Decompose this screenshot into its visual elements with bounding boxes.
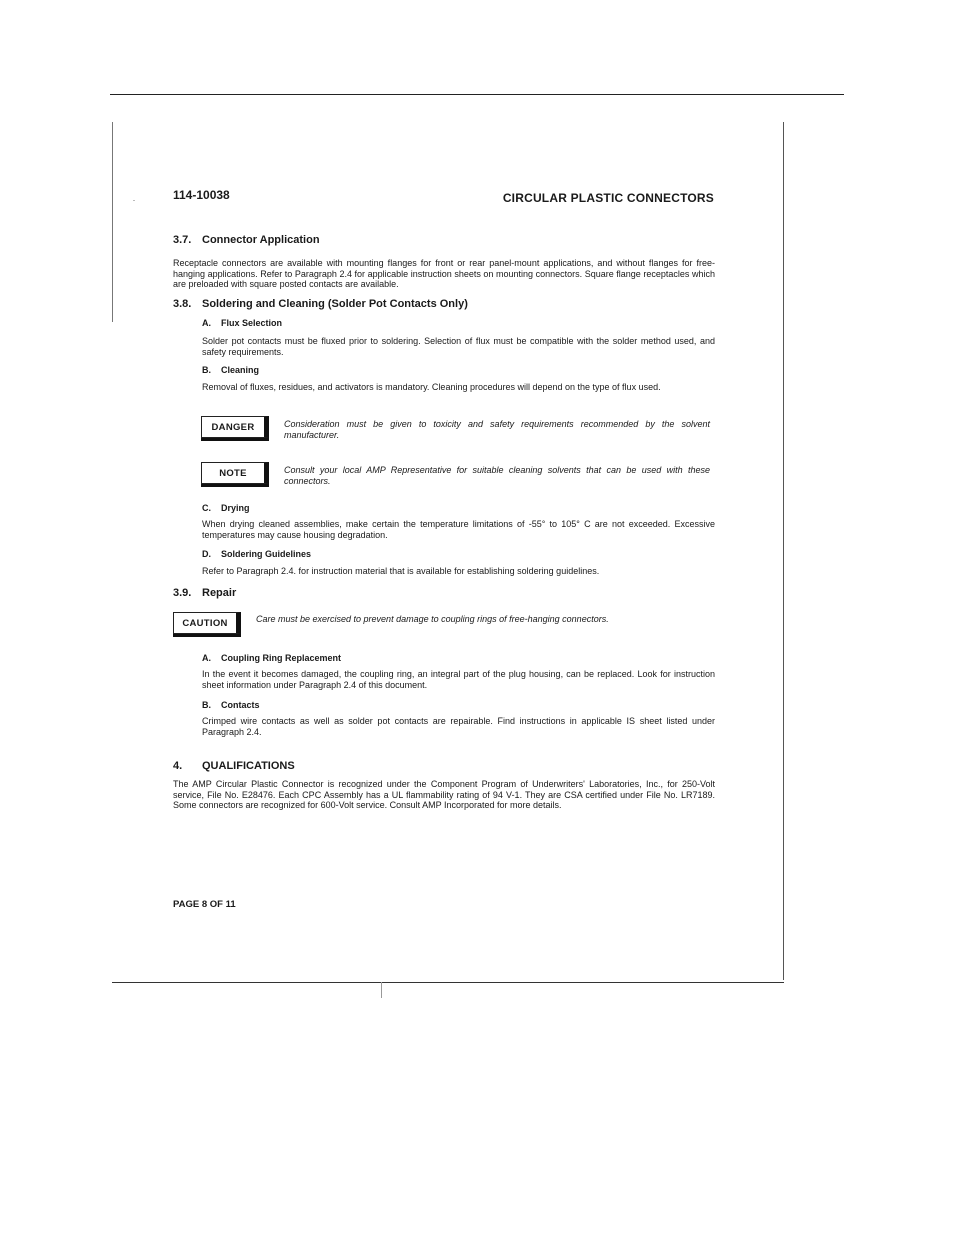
section-heading-3-8 — [173, 298, 468, 310]
sub-letter: B. — [202, 365, 211, 375]
qualifications-text: The AMP Circular Plastic Connector is recognized under the Component Program of Underwriters' Laboratories, Inc., for 250-Volt service, File No. E28476. Each CPC Assembly has a UL flammability rating of 94 V-1. They are CSA certified under File No. LR7189. Some connectors are recognized for 600-Volt service. Consult AMP Incorporated for more details. — [173, 779, 715, 810]
flux-selection-text: Solder pot contacts must be fluxed prior to soldering. Selection of flux must be compatible with the solder method used, and safety requirements. — [202, 336, 715, 357]
sub-title: Flux Selection — [221, 318, 283, 328]
soldering-guidelines-text: Refer to Paragraph 2.4. for instruction material that is available for establishing soldering guidelines. — [202, 566, 600, 576]
caution-label: CAUTION — [173, 612, 241, 634]
connector-application-text: Receptacle connectors are available with mounting flanges for front or rear panel-mount applications, and without flanges for free-hanging applications. Refer to Paragraph 2.4 for applicable instruction sheets on mounting connectors. Square flange receptacles which are preloaded with square posted contacts are available. — [173, 258, 715, 289]
page-number: PAGE 8 OF 11 — [173, 899, 236, 910]
section-number: 4. — [173, 760, 183, 772]
contacts-text: Crimped wire contacts as well as solder pot contacts are repairable. Find instructions in applicable IS sheet listed under Paragraph 2.4. — [202, 716, 715, 737]
right-margin-line — [783, 122, 784, 980]
drying-text: When drying cleaned assemblies, make certain the temperature limitations of -55° to 105° C are not exceeded. Excessive temperatures may cause housing degradation. — [202, 519, 715, 540]
section-number: 3.8. — [173, 298, 192, 310]
section-title: Soldering and Cleaning (Solder Pot Contacts Only) — [202, 298, 468, 310]
section-heading-3-7 — [173, 234, 320, 246]
sub-title: Coupling Ring Replacement — [221, 653, 342, 663]
left-margin-line — [112, 122, 113, 322]
coupling-ring-text: In the event it becomes damaged, the coupling ring, an integral part of the plug housing, can be replaced. Look for instruction sheet information under Paragraph 2.4 of this document. — [202, 669, 715, 690]
sub-letter: D. — [202, 549, 211, 559]
section-title: QUALIFICATIONS — [202, 760, 295, 772]
scan-mark — [133, 200, 135, 201]
note-text: Consult your local AMP Representative for suitable cleaning solvents that can be used with these connectors. — [284, 465, 710, 486]
danger-text: Consideration must be given to toxicity and safety requirements recommended by the solvent manufacturer. — [284, 419, 710, 440]
section-title: Connector Application — [202, 234, 320, 246]
sub-letter: A. — [202, 318, 211, 328]
sub-letter: C. — [202, 503, 211, 513]
section-number: 3.9. — [173, 587, 192, 599]
document-number: 114-10038 — [173, 188, 230, 202]
danger-label: DANGER — [201, 416, 269, 438]
bottom-tick — [381, 982, 382, 998]
caution-text: Care must be exercised to prevent damage to coupling rings of free-hanging connectors. — [256, 614, 609, 624]
note-label: NOTE — [201, 462, 269, 484]
subheading-coupling-ring — [202, 653, 341, 663]
section-heading-4 — [173, 760, 295, 772]
subheading-cleaning — [202, 365, 259, 375]
section-heading-3-9 — [173, 587, 236, 599]
sub-title: Cleaning — [221, 365, 260, 375]
top-rule — [110, 94, 844, 95]
section-title: Repair — [202, 587, 237, 599]
sub-title: Soldering Guidelines — [221, 549, 312, 559]
subheading-drying — [202, 503, 250, 513]
subheading-contacts — [202, 700, 260, 710]
sub-title: Contacts — [221, 700, 260, 710]
bottom-rule — [112, 982, 784, 983]
document-title: CIRCULAR PLASTIC CONNECTORS — [502, 191, 714, 205]
subheading-flux-selection — [202, 318, 282, 328]
sub-title: Drying — [221, 503, 250, 513]
sub-letter: A. — [202, 653, 211, 663]
sub-letter: B. — [202, 700, 211, 710]
section-number: 3.7. — [173, 234, 192, 246]
cleaning-text: Removal of fluxes, residues, and activators is mandatory. Cleaning procedures will depend on the type of flux used. — [202, 382, 661, 392]
subheading-soldering-guidelines — [202, 549, 311, 559]
